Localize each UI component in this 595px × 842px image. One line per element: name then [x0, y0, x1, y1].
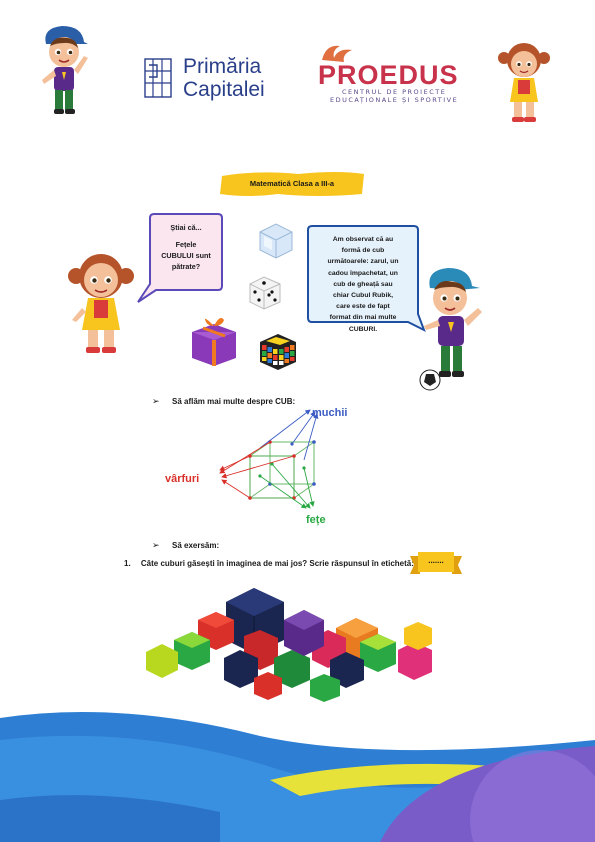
exercise-number: 1.	[124, 559, 131, 568]
bubble-left-text	[152, 222, 220, 272]
bubble-right-line9: CUBURI.	[348, 325, 378, 333]
exercise-1	[124, 559, 414, 568]
bubble-right-line8: format din mai multe	[329, 314, 397, 322]
section-practice	[152, 535, 219, 553]
logo-proedus-sub2: EDUCAȚIONALE ȘI SPORTIVE	[330, 96, 459, 104]
page-title: Matematică Clasa a III-a	[249, 179, 335, 188]
logo-primaria-line1: Primăria	[183, 55, 262, 78]
logo-proedus-title: PROEDUS	[318, 60, 459, 90]
logo-primaria-line2: Capitalei	[183, 78, 265, 101]
footer-waves-decoration	[0, 700, 595, 842]
boy-character-illustration	[32, 22, 94, 122]
arrow-bullet-icon: ➢	[152, 540, 160, 550]
gift-box-icon	[188, 312, 240, 368]
bubble-left-line4: pătrate?	[171, 262, 201, 271]
bubble-right-text	[308, 234, 418, 335]
ice-cube-icon	[254, 220, 296, 260]
bubble-right-line6: chiar Cubul Rubik,	[332, 292, 394, 300]
diagram-label-vertices: vârfuri	[165, 473, 200, 485]
arrow-bullet-icon: ➢	[152, 396, 160, 406]
exercise-text: Câte cuburi găsești în imaginea de mai jos? Scrie răspunsul în etichetă:	[140, 559, 414, 568]
dice-icon	[246, 274, 284, 312]
bubble-right-line7: care este de fapt	[336, 303, 390, 311]
bubble-right-line1: Am observat că au	[332, 236, 394, 243]
primaria-capitalei-logo-icon	[143, 57, 173, 99]
bubble-right-line4: cadou împachetat, un	[328, 269, 398, 277]
bubble-left-line2: Fețele	[175, 240, 197, 249]
section-practice-title: Să exersăm:	[172, 541, 220, 550]
answer-tag-field[interactable]: .......	[428, 556, 444, 565]
bubble-left-line1: Știai că...	[170, 223, 202, 232]
bubble-left-line3: CUBULUI sunt	[161, 251, 211, 260]
boy-with-ball-illustration	[414, 264, 492, 392]
cubes-cluster-illustration	[134, 580, 444, 710]
girl-character-left-illustration	[66, 248, 136, 358]
girl-character-illustration	[496, 38, 552, 126]
diagram-label-edges: muchii	[312, 407, 348, 419]
logo-proedus-sub1: CENTRUL DE PROIECTE	[342, 88, 447, 96]
title-banner	[218, 172, 366, 196]
bubble-right-line3: următoarele: zarul, un	[327, 258, 399, 266]
cube-diagram	[160, 400, 380, 530]
section-learn-title: Să aflăm mai multe despre CUB:	[172, 397, 296, 406]
diagram-label-faces: fețe	[306, 514, 326, 526]
bubble-right-line5: cub de gheață sau	[333, 280, 393, 288]
rubik-cube-icon	[256, 330, 300, 374]
bubble-right-line2: formă de cub	[341, 247, 385, 255]
